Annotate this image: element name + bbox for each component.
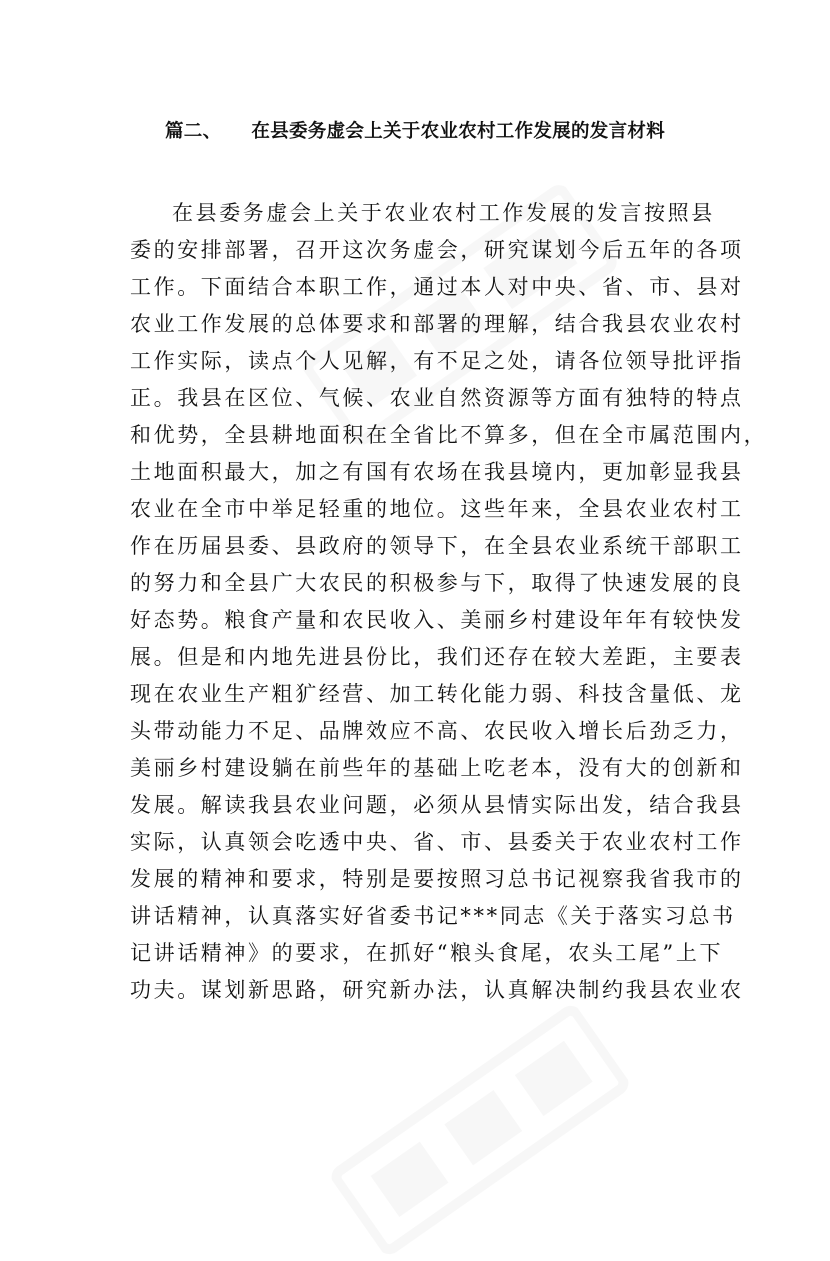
text-line: 美丽乡村建设躺在前些年的基础上吃老本，没有大的创新和 (130, 756, 744, 780)
title-text: 在县委务虚会上关于农业农村工作发展的发言材料 (251, 121, 665, 142)
document-title (0, 117, 830, 143)
text-line: 发展的精神和要求，特别是要按照习总书记视察我省我市的 (130, 867, 744, 891)
text-line: 农业在全市中举足轻重的地位。这些年来，全县农业农村工 (130, 497, 744, 521)
text-line: 工作。下面结合本职工作，通过本人对中央、省、市、县对 (130, 275, 744, 299)
text-line: 和优势，全县耕地面积在全省比不算多，但在全市属范围内， (130, 423, 768, 447)
text-line: 记讲话精神》的要求，在抓好“粮头食尾，农头工尾”上下 (130, 941, 724, 965)
text-line: 土地面积最大，加之有国有农场在我县境内，更加彰显我县 (130, 460, 744, 484)
watermark-logo-bottom (326, 999, 635, 1261)
text-line: 展。但是和内地先进县份比，我们还存在较大差距，主要表 (130, 645, 744, 669)
text-line: 功夫。谋划新思路，研究新办法，认真解决制约我县农业农 (130, 978, 744, 1002)
text-line: 作在历届县委、县政府的领导下，在全县农业系统干部职工 (130, 534, 744, 558)
title-number: 篇二、 (164, 121, 222, 142)
text-line: 工作实际，读点个人见解，有不足之处，请各位领导批评指 (130, 349, 744, 373)
text-line: 的努力和全县广大农民的积极参与下，取得了快速发展的良 (130, 571, 744, 595)
text-line: 好态势。粮食产量和农民收入、美丽乡村建设年年有较快发 (130, 608, 744, 632)
text-line: 委的安排部署，召开这次务虚会，研究谋划今后五年的各项 (130, 238, 744, 262)
text-line: 实际，认真领会吃透中央、省、市、县委关于农业农村工作 (130, 830, 744, 854)
text-line: 农业工作发展的总体要求和部署的理解，结合我县农业农村 (130, 312, 744, 336)
text-line: 在县委务虚会上关于农业农村工作发展的发言按照县 (172, 201, 715, 225)
text-line: 讲话精神，认真落实好省委书记***同志《关于落实习总书 (130, 904, 736, 928)
text-line: 头带动能力不足、品牌效应不高、农民收入增长后劲乏力， (130, 719, 744, 743)
text-line: 现在农业生产粗犷经营、加工转化能力弱、科技含量低、龙 (130, 682, 744, 706)
text-line: 正。我县在区位、气候、农业自然资源等方面有独特的特点 (130, 386, 744, 410)
text-line: 发展。解读我县农业问题，必须从县情实际出发，结合我县 (130, 793, 744, 817)
